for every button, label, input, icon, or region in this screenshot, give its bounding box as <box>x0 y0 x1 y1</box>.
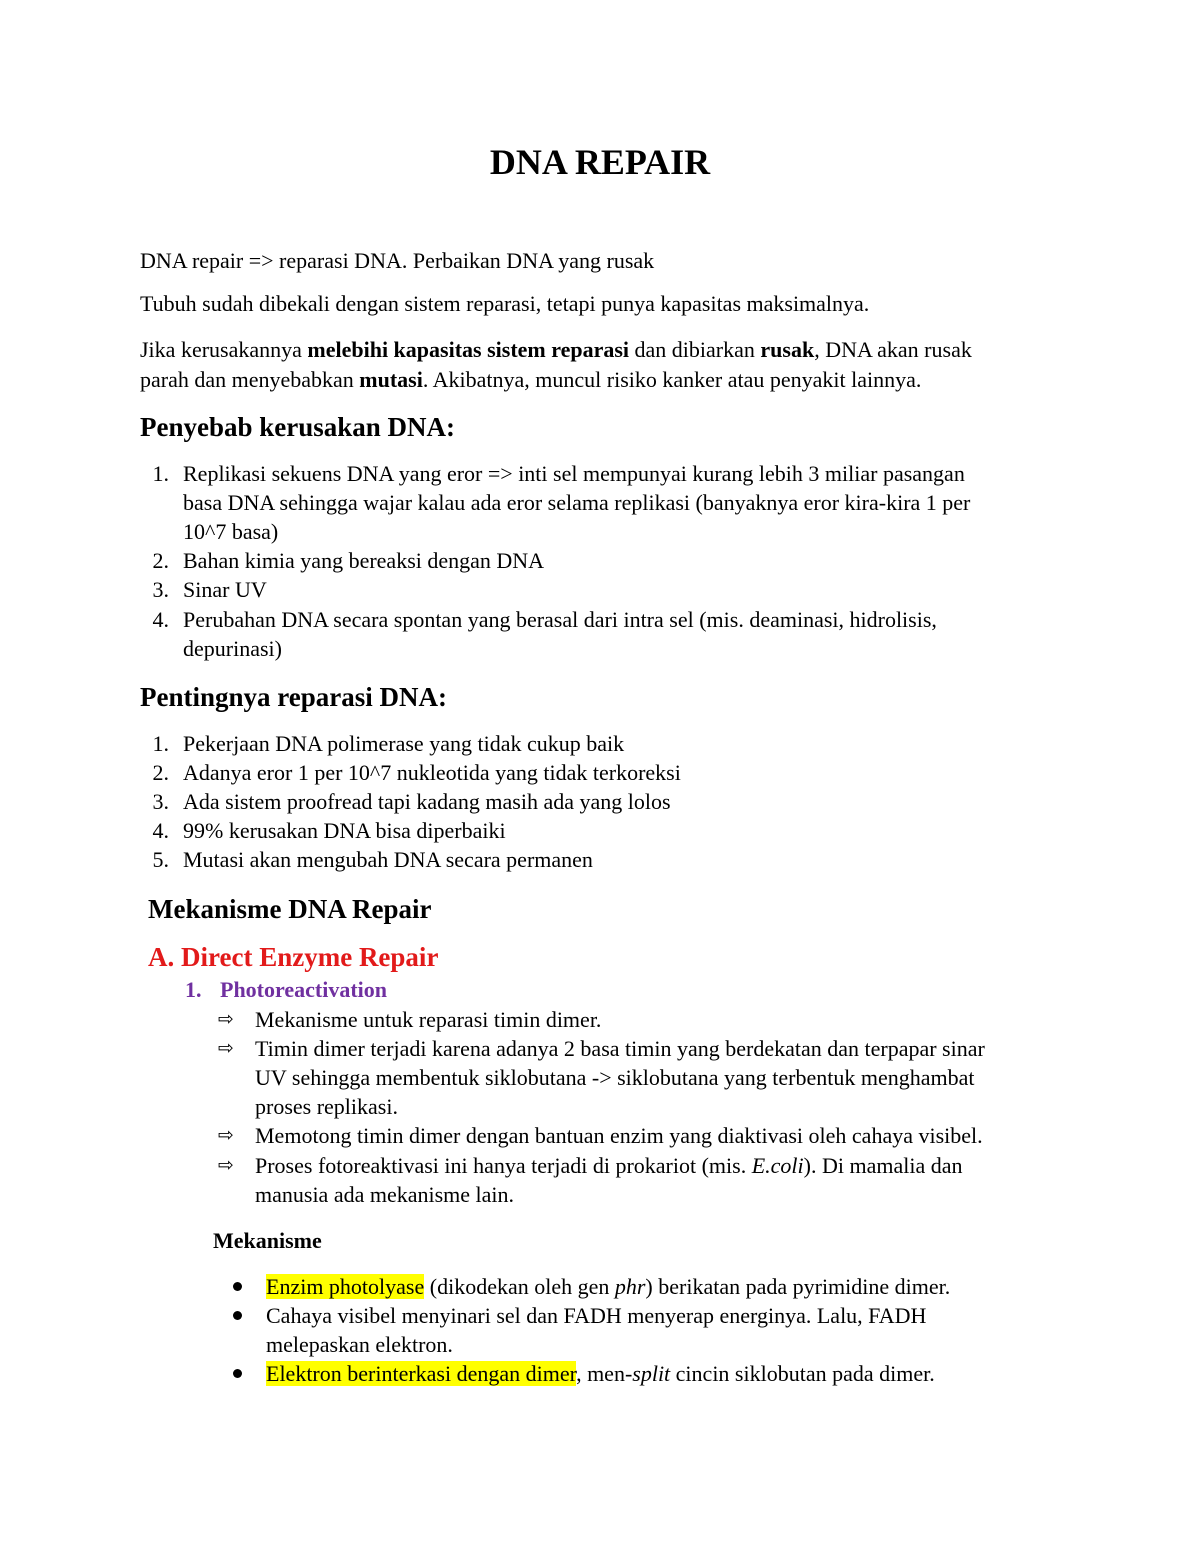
text-run: (dikodekan oleh gen <box>424 1274 615 1299</box>
arrow-right-icon: ⇨ <box>218 1124 234 1146</box>
subheading-mekanisme: Mekanisme <box>213 1228 322 1253</box>
subheading-number: 1. <box>185 977 202 1002</box>
arrow-item-text: Timin dimer terjadi karena adanya 2 basa timin yang berdekatan dan terpapar sinar <box>255 1036 985 1061</box>
list-number: 4. <box>152 818 169 843</box>
text-run: . Akibatnya, muncul risiko kanker atau penyakit lainnya. <box>422 367 922 392</box>
arrow-item-text <box>255 1151 963 1180</box>
list-number: 4. <box>152 607 169 632</box>
highlighted-run: Elektron berinterkasi dengan dimer <box>266 1361 577 1386</box>
list-item-text: depurinasi) <box>183 636 282 661</box>
list-number: 2. <box>152 760 169 785</box>
list-item-text: Sinar UV <box>183 577 267 602</box>
list-item-text: Ada sistem proofread tapi kadang masih ada yang lolos <box>183 789 671 814</box>
intro-paragraph-2: Tubuh sudah dibekali dengan sistem reparasi, tetapi punya kapasitas maksimalnya. <box>140 291 870 316</box>
arrow-item-text: proses replikasi. <box>255 1094 398 1119</box>
list-item-text: Perubahan DNA secara spontan yang berasal dari intra sel (mis. deaminasi, hidrolisis, <box>183 607 937 632</box>
heading-mekanisme: Mekanisme DNA Repair <box>148 894 432 924</box>
arrow-right-icon: ⇨ <box>218 1154 234 1176</box>
arrow-item-text: Memotong timin dimer dengan bantuan enzim yang diaktivasi oleh cahaya visibel. <box>255 1123 983 1148</box>
text-run: Jika kerusakannya <box>140 337 308 362</box>
list-item-text: Mutasi akan mengubah DNA secara permanen <box>183 847 593 872</box>
list-number: 5. <box>152 847 169 872</box>
italic-run: E.coli <box>751 1153 804 1178</box>
bold-run: rusak <box>760 337 815 362</box>
text-run: ) berikatan pada pyrimidine dimer. <box>645 1274 951 1299</box>
intro-paragraph-3-line-1 <box>140 335 972 365</box>
text-run: , men- <box>576 1361 633 1386</box>
highlighted-run: Enzim photolyase <box>266 1274 425 1299</box>
text-run: dan dibiarkan <box>629 337 761 362</box>
bullet-item-text: Cahaya visibel menyinari sel dan FADH menyerap energinya. Lalu, FADH <box>266 1303 927 1328</box>
list-item-text: Adanya eror 1 per 10^7 nukleotida yang tidak terkoreksi <box>183 760 681 785</box>
text-run: ). Di mamalia dan <box>803 1153 963 1178</box>
list-number: 3. <box>152 577 169 602</box>
list-item-text: Bahan kimia yang bereaksi dengan DNA <box>183 548 545 573</box>
arrow-item-text: manusia ada mekanisme lain. <box>255 1182 515 1207</box>
page-title: DNA REPAIR <box>489 142 711 182</box>
italic-run: split <box>632 1361 671 1386</box>
list-item-text: Pekerjaan DNA polimerase yang tidak cukup baik <box>183 731 625 756</box>
bullet-dot-icon <box>233 1369 242 1378</box>
list-item-text: basa DNA sehingga wajar kalau ada eror selama replikasi (banyaknya eror kira-kira 1 per <box>183 490 971 515</box>
arrow-item-text: Mekanisme untuk reparasi timin dimer. <box>255 1007 602 1032</box>
list-number: 3. <box>152 789 169 814</box>
bullet-item-text: melepaskan elektron. <box>266 1332 453 1357</box>
heading-section-a: A. Direct Enzyme Repair <box>148 942 439 972</box>
heading-pentingnya: Pentingnya reparasi DNA: <box>140 682 447 712</box>
text-run: , DNA akan rusak <box>814 337 972 362</box>
intro-paragraph-3-line-2 <box>140 365 921 395</box>
bullet-dot-icon <box>233 1311 242 1320</box>
bold-run: melebihi kapasitas sistem reparasi <box>307 337 630 362</box>
bullet-dot-icon <box>233 1282 242 1291</box>
list-number: 1. <box>152 461 169 486</box>
list-item-text: Replikasi sekuens DNA yang eror => inti sel mempunyai kurang lebih 3 miliar pasangan <box>183 461 965 486</box>
arrow-right-icon: ⇨ <box>218 1037 234 1059</box>
arrow-right-icon: ⇨ <box>218 1008 234 1030</box>
subheading-photoreactivation: Photoreactivation <box>220 977 388 1002</box>
intro-paragraph-1: DNA repair => reparasi DNA. Perbaikan DNA yang rusak <box>140 248 655 273</box>
bullet-item-text <box>266 1359 935 1388</box>
bold-run: mutasi <box>359 367 423 392</box>
list-item-text: 10^7 basa) <box>183 519 279 544</box>
text-run: cincin siklobutan pada dimer. <box>670 1361 935 1386</box>
list-item-text: 99% kerusakan DNA bisa diperbaiki <box>183 818 506 843</box>
list-number: 2. <box>152 548 169 573</box>
list-number: 1. <box>152 731 169 756</box>
text-run: parah dan menyebabkan <box>140 367 360 392</box>
bullet-item-text <box>266 1272 950 1301</box>
arrow-item-text: UV sehingga membentuk siklobutana -> siklobutana yang terbentuk menghambat <box>255 1065 975 1090</box>
text-run: Proses fotoreaktivasi ini hanya terjadi di prokariot (mis. <box>255 1153 752 1178</box>
italic-run: phr <box>614 1274 646 1299</box>
heading-penyebab: Penyebab kerusakan DNA: <box>140 412 456 442</box>
